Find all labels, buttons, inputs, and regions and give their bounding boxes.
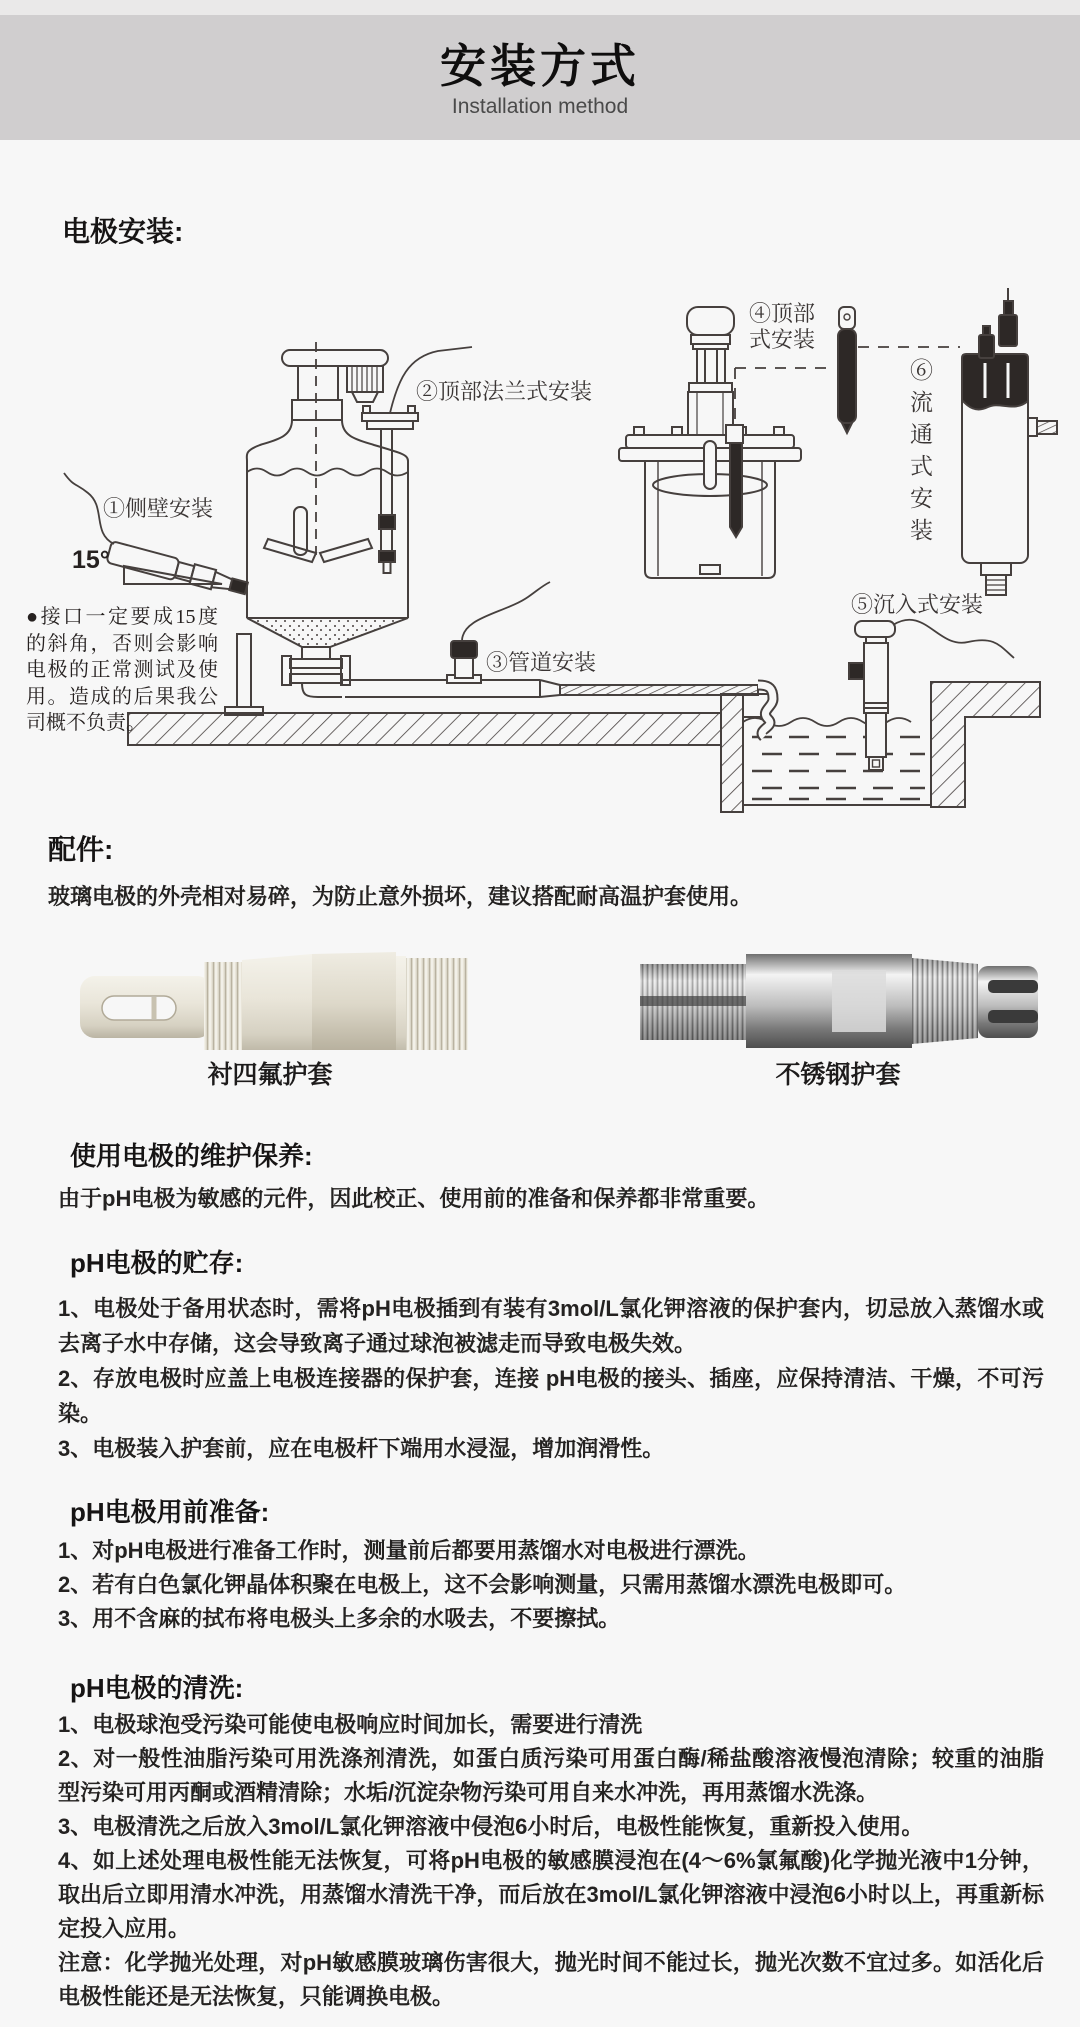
preparation-item: 3、用不含麻的拭布将电极头上多余的水吸去，不要擦拭。 xyxy=(58,1606,621,1631)
storage-item: 2、存放电极时应盖上电极连接器的保护套，连接 pH电极的接头、插座，应保持清洁、干燥，不可污染。 xyxy=(58,1366,1044,1426)
label-top-flange-mount: ②顶部法兰式安装 xyxy=(416,379,593,404)
label-side-wall-mount: ①侧壁安装 xyxy=(103,496,214,521)
flow-cell xyxy=(962,288,1057,595)
top-strip xyxy=(0,0,1080,15)
storage-item: 1、电极处于备用状态时，需将pH电极插到有装有3mol/L氯化钾溶液的保护套内，切忌放入蒸馏水或去离子水中存储，这会导致离子通过球泡被滤走而导致电极失效。 xyxy=(58,1296,1044,1356)
label-flow-through-mount: ⑥流通式安装 xyxy=(907,358,932,550)
preparation-item: 1、对pH电极进行准备工作时，测量前后都要用蒸馏水对电极进行漂洗。 xyxy=(58,1538,760,1563)
stainless-sleeve-caption: 不锈钢护套 xyxy=(775,1061,901,1089)
cleaning-item: 1、电极球泡受污染可能使电极响应时间加长，需要进行清洗 xyxy=(58,1712,643,1737)
cleaning-list xyxy=(58,1708,1044,2014)
cleaning-item: 4、如上述处理电极性能无法恢复，可将pH电极的敏感膜浸泡在(4～6%氯氟酸)化学抛光液中1分钟，取出后立即用清水冲洗，用蒸馏水清洗干净，而后放在3mol/L氯化钾溶液中浸泡6小时以上，再重新标定投入应用。 xyxy=(58,1848,1045,1941)
cleaning-item: 3、电极清洗之后放入3mol/L氯化钾溶液中侵泡6小时后，电极性能恢复，重新投入使用。 xyxy=(58,1814,924,1839)
stainless-sleeve-image xyxy=(636,952,1040,1050)
maintenance-heading: 使用电极的维护保养: xyxy=(70,1141,313,1171)
ptfe-sleeve-image xyxy=(62,950,472,1050)
cleaning-item: 2、对一般性油脂污染可用洗涤剂清洗，如蛋白质污染可用蛋白酶/稀盐酸溶液慢泡清除；较重的油脂型污染可用丙酮或酒精清除；水垢/沉淀杂物污染可用自来水冲洗，再用蒸馏水洗涤。 xyxy=(58,1746,1044,1805)
installation-diagram xyxy=(0,255,1080,835)
page-subtitle: Installation method xyxy=(451,95,629,118)
cleaning-heading: pH电极的清洗: xyxy=(70,1673,244,1703)
page-title: 安装方式 xyxy=(440,40,640,92)
preparation-heading: pH电极用前准备: xyxy=(70,1497,270,1527)
accessories-heading: 配件: xyxy=(48,834,114,865)
maintenance-intro: 由于pH电极为敏感的元件，因此校正、使用前的准备和保养都非常重要。 xyxy=(58,1186,770,1211)
cleaning-note: 注意：化学抛光处理，对pH敏感膜玻璃伤害很大，抛光时间不能过长，抛光次数不宜过多。如活化后电极性能还是无法恢复，只能调换电极。 xyxy=(58,1950,1044,2009)
label-15-degree: 15° xyxy=(72,546,110,574)
preparation-list xyxy=(58,1534,1044,1636)
preparation-item: 2、若有白色氯化钾晶体积聚在电极上，这不会影响测量，只需用蒸馏水漂洗电极即可。 xyxy=(58,1572,907,1597)
label-pipeline-mount: ③管道安装 xyxy=(486,650,597,675)
label-submersion-mount: ⑤沉入式安装 xyxy=(851,592,984,617)
storage-list xyxy=(58,1291,1044,1466)
storage-item: 3、电极装入护套前，应在电极杆下端用水浸湿，增加润滑性。 xyxy=(58,1436,665,1461)
accessories-description: 玻璃电极的外壳相对易碎，为防止意外损坏，建议搭配耐高温护套使用。 xyxy=(48,884,753,909)
storage-heading: pH电极的贮存: xyxy=(70,1248,244,1278)
electrode-install-heading: 电极安装: xyxy=(62,216,184,247)
diagram-warning-note: ●接口一定要成15度的斜角，否则会影响电极的正常测试及使用。造成的后果我公司概不负责。 xyxy=(26,606,218,734)
ptfe-sleeve-caption: 衬四氟护套 xyxy=(207,1061,333,1089)
label-top-mount: ④顶部式安装 xyxy=(749,301,816,352)
